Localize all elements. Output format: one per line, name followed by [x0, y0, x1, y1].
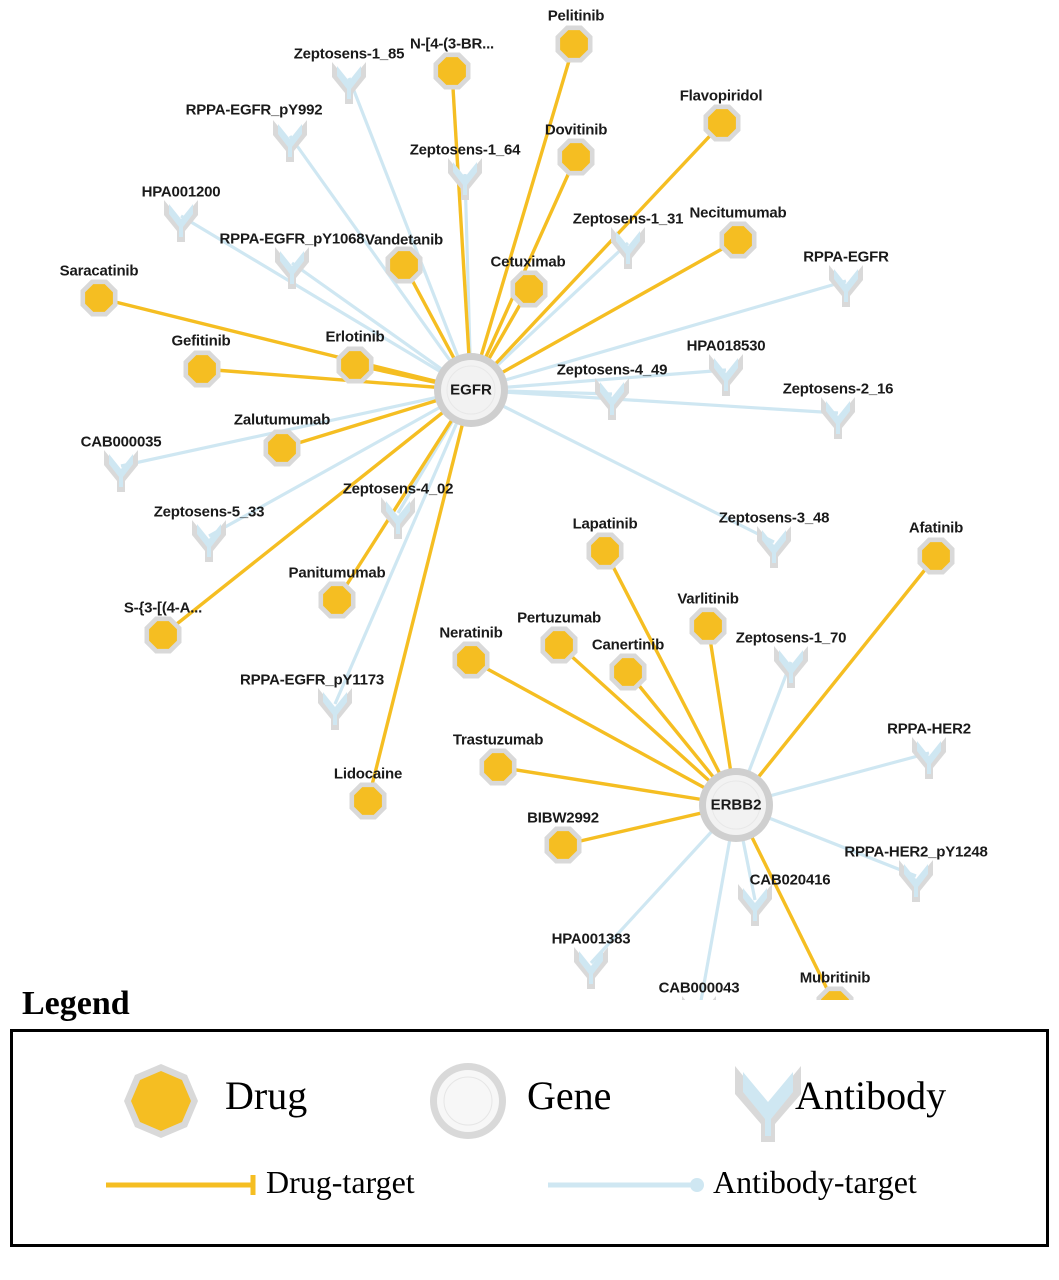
legend-section: [0, 985, 1059, 1247]
antibody-node-label: Zeptosens-1_70: [735, 629, 847, 647]
antibody-node[interactable]: [192, 520, 226, 562]
drug-node-label: Lapatinib: [572, 515, 638, 533]
drug-node[interactable]: [81, 280, 118, 317]
antibody-node[interactable]: [448, 158, 482, 200]
drug-node-label: Saracatinib: [59, 262, 139, 280]
antibody-node[interactable]: [164, 200, 198, 242]
antibody-node-label: RPPA-EGFR_pY992: [185, 101, 323, 119]
drug-node[interactable]: [610, 654, 647, 691]
antibody-node[interactable]: [595, 378, 629, 420]
drug-node-label: Gefitinib: [171, 332, 231, 350]
legend-title: Legend: [22, 985, 130, 1022]
antibody-node[interactable]: [757, 526, 791, 568]
drug-node[interactable]: [480, 749, 517, 786]
antibody-node-label: RPPA-EGFR_pY1068: [219, 230, 365, 248]
antibody-node-label: Zeptosens-1_85: [293, 45, 405, 63]
drug-node-label: Canertinib: [591, 636, 665, 654]
drug-node[interactable]: [918, 538, 955, 575]
antibody-node-label: HPA018530: [686, 337, 766, 355]
drug-node[interactable]: [704, 105, 741, 142]
drug-node[interactable]: [558, 139, 595, 176]
drug-node[interactable]: [453, 642, 490, 679]
edge-drug-target: [736, 556, 936, 805]
drug-node-label: Varlitinib: [677, 590, 739, 608]
drug-node[interactable]: [264, 430, 301, 467]
antibody-node[interactable]: [912, 737, 946, 779]
legend-antibody-label: Antibody: [795, 1073, 947, 1118]
edge-drug-target: [471, 44, 574, 390]
drug-node-label: Pelitinib: [547, 7, 605, 25]
antibody-node-label: RPPA-HER2_pY1248: [844, 843, 988, 861]
legend-drug-edge-icon: [101, 1170, 271, 1200]
antibody-node-label: RPPA-HER2: [887, 720, 971, 738]
legend-antibody-edge-label: Antibody-target: [713, 1164, 917, 1200]
antibody-node-label: Zeptosens-1_64: [409, 141, 521, 159]
drug-node[interactable]: [386, 247, 423, 284]
antibody-node[interactable]: [738, 884, 772, 926]
drug-node-label: Erlotinib: [325, 328, 385, 346]
drug-node[interactable]: [434, 53, 471, 90]
legend-gene-icon: [413, 1054, 523, 1144]
antibody-node[interactable]: [275, 247, 309, 289]
antibody-node[interactable]: [821, 397, 855, 439]
antibody-node[interactable]: [104, 450, 138, 492]
drug-node-label: S-{3-[(4-A...: [123, 599, 203, 617]
drug-node[interactable]: [720, 222, 757, 259]
gene-node-label: ERBB2: [710, 796, 762, 814]
drug-node[interactable]: [350, 783, 387, 820]
drug-node[interactable]: [319, 582, 356, 619]
drug-node[interactable]: [690, 608, 727, 645]
legend-box: [10, 1029, 1049, 1247]
drug-node-label: Pertuzumab: [517, 609, 601, 627]
drug-node-label: Cetuximab: [490, 253, 566, 271]
drug-node[interactable]: [184, 351, 221, 388]
drug-node[interactable]: [511, 271, 548, 308]
drug-node-label: Zalutumumab: [233, 411, 331, 429]
antibody-node[interactable]: [574, 947, 608, 989]
legend-antibody-edge-icon: [543, 1170, 713, 1200]
legend-gene-label: Gene: [527, 1073, 612, 1118]
antibody-node[interactable]: [774, 646, 808, 688]
antibody-node-label: RPPA-EGFR_pY1173: [239, 671, 385, 689]
drug-node-label: Necitumumab: [689, 204, 787, 222]
antibody-node-label: CAB020416: [749, 871, 831, 889]
drug-node-label: Trastuzumab: [452, 731, 544, 749]
antibody-node[interactable]: [273, 120, 307, 162]
drug-node[interactable]: [587, 533, 624, 570]
gene-node-label: EGFR: [450, 381, 492, 399]
antibody-node[interactable]: [332, 62, 366, 104]
antibody-node-label: HPA001383: [551, 930, 631, 948]
drug-node-label: Dovitinib: [544, 121, 608, 139]
antibody-node-label: CAB000035: [80, 433, 162, 451]
drug-node-label: Lidocaine: [333, 765, 403, 783]
antibody-node-label: CAB000043: [658, 979, 740, 997]
antibody-node-label: Zeptosens-4_49: [556, 361, 668, 379]
antibody-node-label: Zeptosens-2_16: [782, 380, 894, 398]
drug-node-label: Panitumumab: [288, 564, 386, 582]
antibody-node-label: Zeptosens-1_31: [572, 210, 684, 228]
drug-node[interactable]: [545, 827, 582, 864]
drug-node[interactable]: [556, 26, 593, 63]
antibody-node[interactable]: [829, 265, 863, 307]
antibody-node-label: Zeptosens-3_48: [718, 509, 830, 527]
drug-node-label: Neratinib: [439, 624, 503, 642]
drug-node-label: Mubritinib: [799, 969, 871, 987]
antibody-node[interactable]: [709, 354, 743, 396]
drug-node-label: Vandetanib: [364, 231, 444, 249]
antibody-node-label: Zeptosens-5_33: [153, 503, 265, 521]
antibody-node-label: HPA001200: [141, 183, 221, 201]
drug-node-label: Flavopiridol: [679, 87, 763, 105]
legend-drug-edge-label: Drug-target: [266, 1164, 415, 1200]
legend-drug-label: Drug: [225, 1073, 308, 1118]
drug-node-label: Afatinib: [908, 519, 964, 537]
antibody-node-label: Zeptosens-4_02: [342, 480, 454, 498]
antibody-node[interactable]: [318, 688, 352, 730]
drug-node-label: BIBW2992: [527, 809, 599, 827]
antibody-node-label: RPPA-EGFR: [803, 248, 889, 266]
antibody-node[interactable]: [611, 227, 645, 269]
drug-node[interactable]: [541, 627, 578, 664]
drug-node[interactable]: [337, 347, 374, 384]
drug-node-label: N-[4-(3-BR...: [409, 35, 495, 53]
antibody-node[interactable]: [899, 860, 933, 902]
legend-drug-icon: [101, 1054, 221, 1144]
drug-node[interactable]: [145, 617, 182, 654]
